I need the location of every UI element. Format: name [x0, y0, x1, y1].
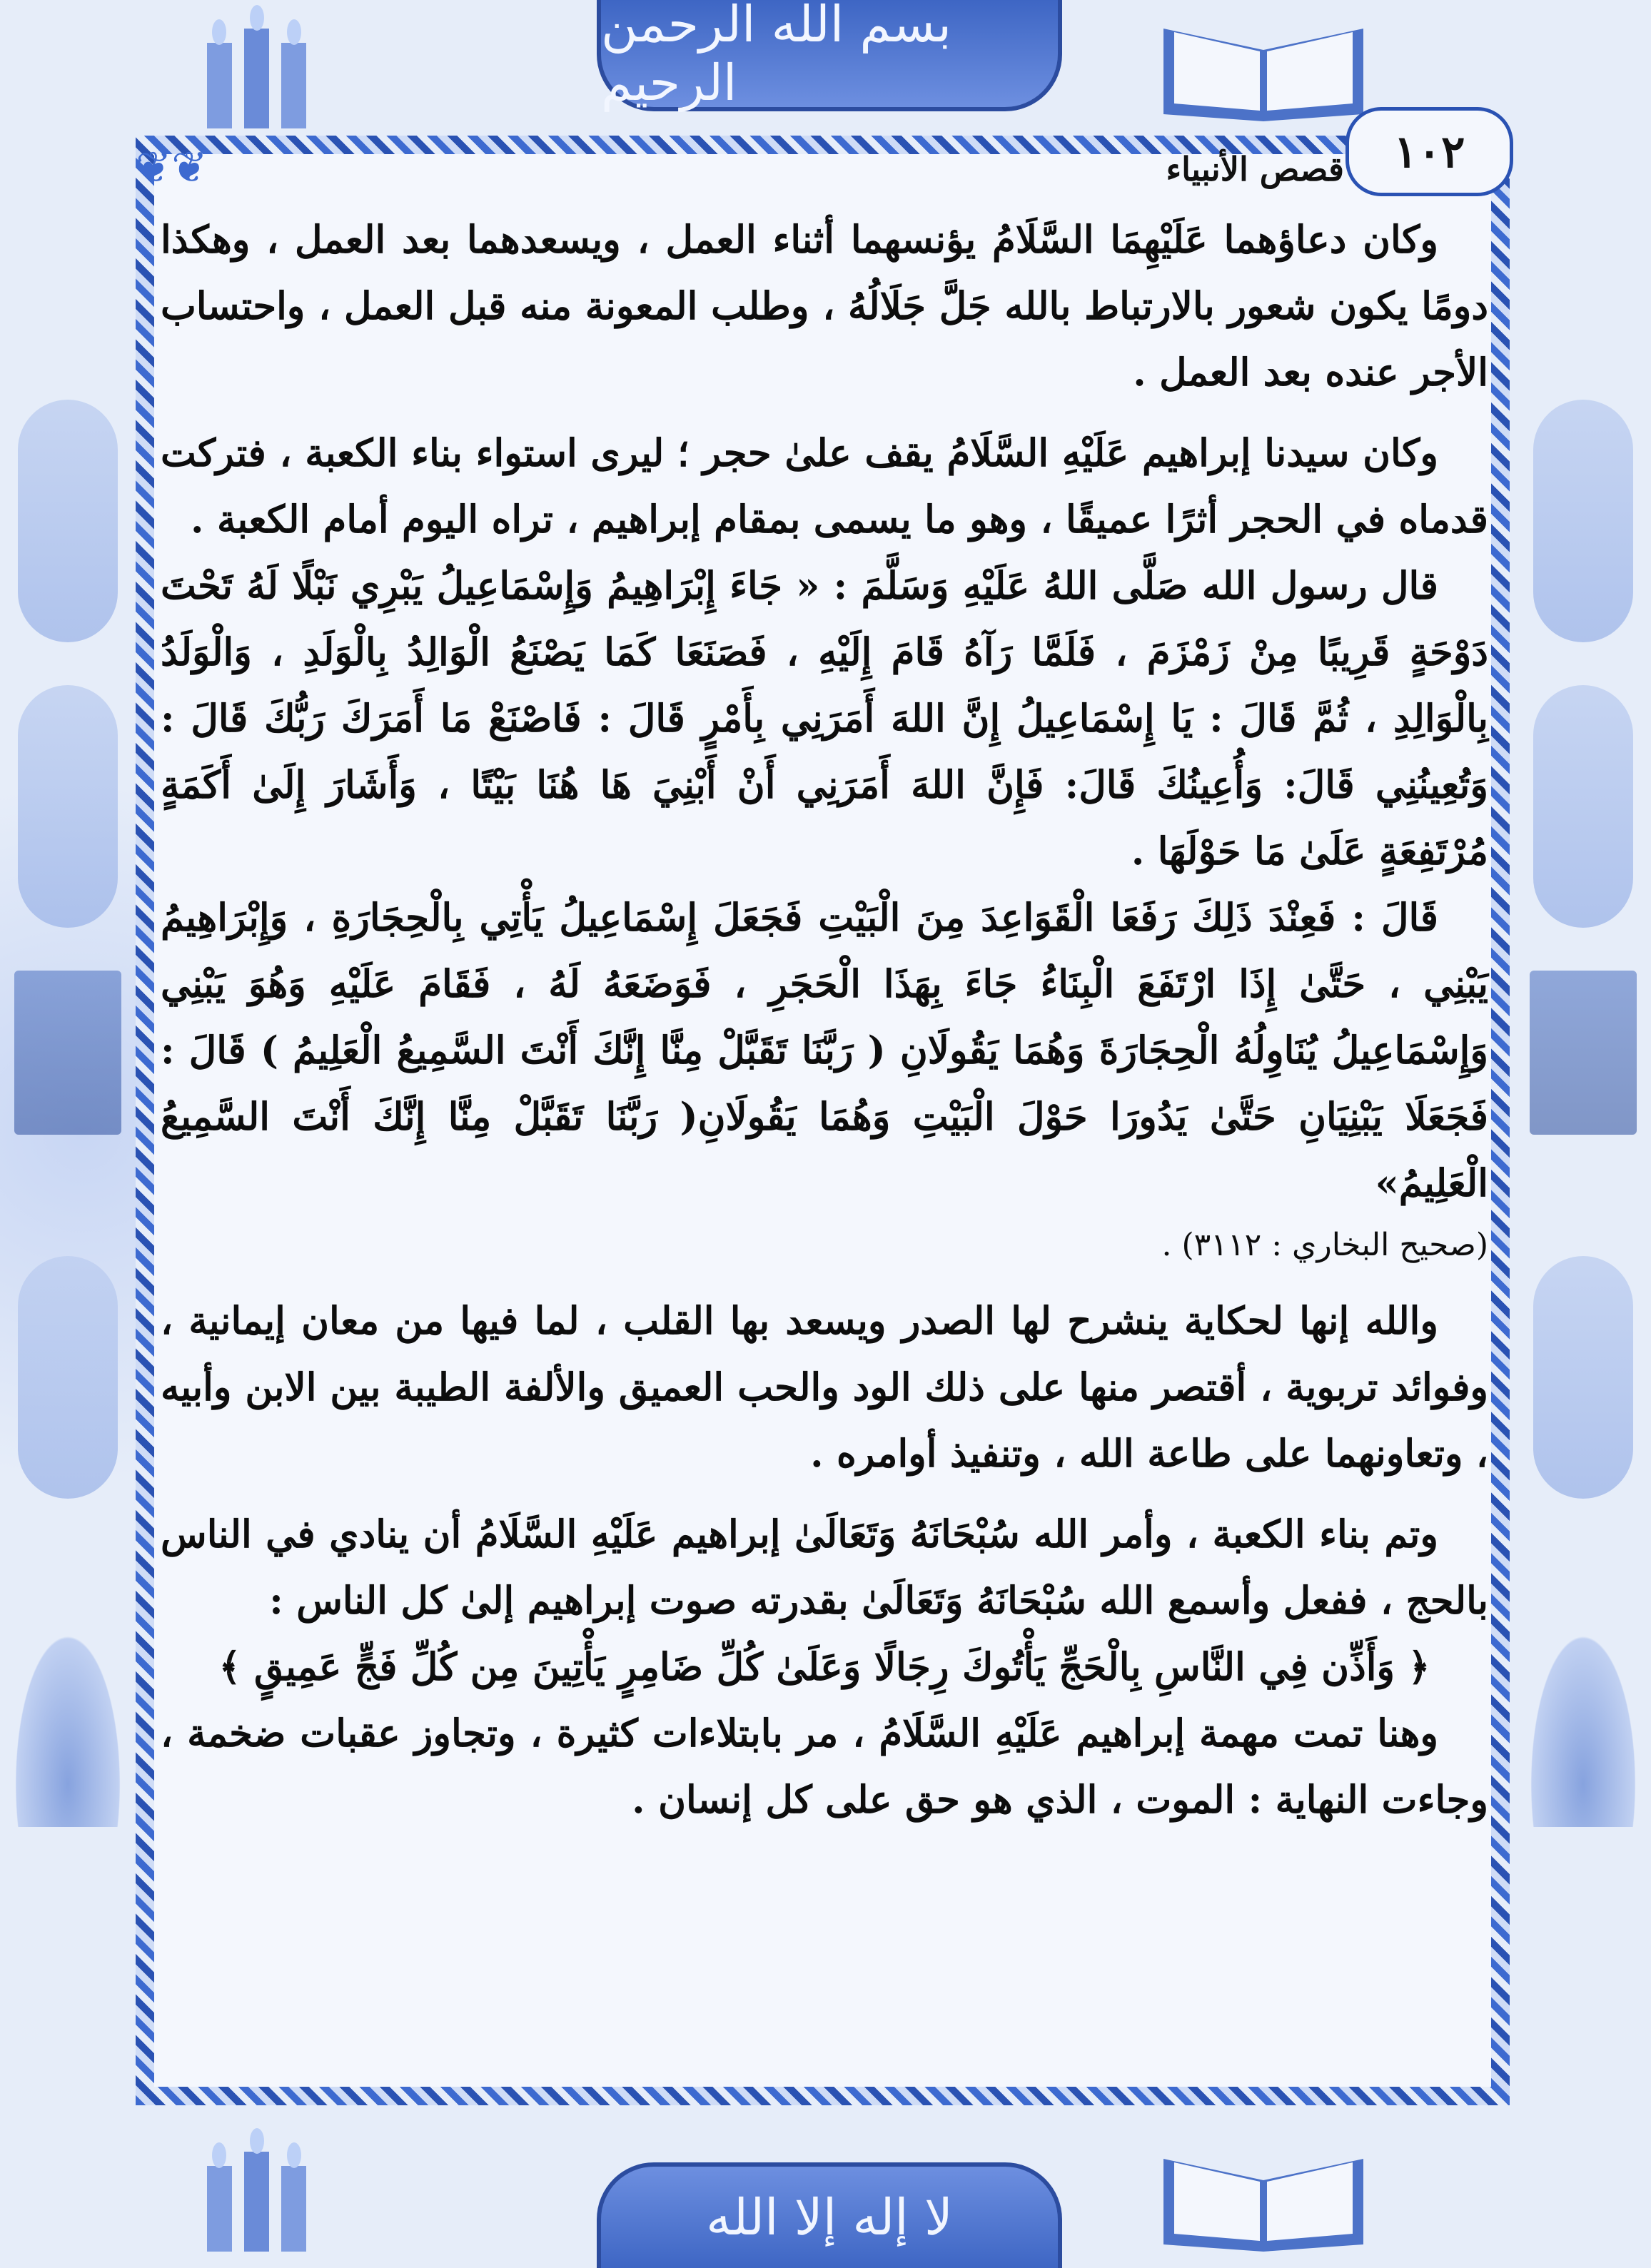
top-calligraphy-banner [597, 0, 1062, 111]
paragraph: وكان سيدنا إبراهيم عَلَيْهِ السَّلَامُ يقف علىٰ حجر ؛ ليرى استواء بناء الكعبة ، فتركت قدماه في الحجر أثرًا عميقًا ، وهو ما يسمى بمقام إبراهيم ، تراه اليوم أمام الكعبة . [161, 431, 1488, 542]
candles-icon [186, 2123, 328, 2259]
kaaba-icon [1530, 971, 1637, 1135]
calligraphy-medallion-icon [18, 1256, 118, 1499]
corner-ornament-icon: ❦❦ [136, 143, 208, 193]
hadith-paragraph: قال رسول الله صَلَّى اللهُ عَلَيْهِ وَسَلَّمَ : « جَاءَ إِبْرَاهِيمُ وَإِسْمَاعِيلُ يَبْرِي نَبْلًا لَهُ تَحْتَ دَوْحَةٍ قَرِيبًا مِنْ زَمْزَمَ ، فَلَمَّا رَآهُ قَامَ إِلَيْهِ ، فَصَنَعَا كَمَا يَصْنَعُ الْوَالِدُ بِالْوَلَدِ ، وَالْوَلَدُ بِالْوَالِدِ ، ثُمَّ قَالَ : يَا إِسْمَاعِيلُ إِنَّ اللهَ أَمَرَنِي بِأَمْرٍ قَالَ : فَاصْنَعْ مَا أَمَرَكَ رَبُّكَ قَالَ : وَتُعِينُنِي قَالَ: وَأُعِينُكَ قَالَ: فَإِنَّ اللهَ أَمَرَنِي أَنْ أَبْنِيَ هَا هُنَا بَيْتًا ، وَأَشَارَ إِلَىٰ أَكَمَةٍ مُرْتَفِعَةٍ عَلَىٰ مَا حَوْلَهَا . [161, 564, 1488, 874]
hadith-paragraph: قَالَ : فَعِنْدَ ذَلِكَ رَفَعَا الْقَوَاعِدَ مِنَ الْبَيْتِ فَجَعَلَ إِسْمَاعِيلُ يَأْتِي بِالْحِجَارَةِ ، وَإِبْرَاهِيمُ يَبْنِي ، حَتَّىٰ إِذَا ارْتَفَعَ الْبِنَاءُ جَاءَ بِهَذَا الْحَجَرِ ، فَوَضَعَهُ لَهُ ، فَقَامَ عَلَيْهِ وَهُوَ يَبْنِي وَإِسْمَاعِيلُ يُنَاوِلُهُ الْحِجَارَةَ وَهُمَا يَقُولَانِ ( رَبَّنَا تَقَبَّلْ مِنَّا إِنَّكَ أَنْتَ السَّمِيعُ الْعَلِيمُ ) قَالَ : فَجَعَلَا يَبْنِيَانِ حَتَّىٰ يَدُورَا حَوْلَ الْبَيْتِ وَهُمَا يَقُولَانِ( رَبَّنَا تَقَبَّلْ مِنَّا إِنَّكَ أَنْتَ السَّمِيعُ الْعَلِيمُ» [161, 896, 1488, 1205]
open-book-icon [1156, 0, 1370, 121]
kaaba-icon [14, 971, 121, 1135]
body-text [161, 207, 1488, 1833]
mosque-dome-icon [7, 1613, 128, 1827]
paragraph: وتم بناء الكعبة ، وأمر الله سُبْحَانَهُ وَتَعَالَىٰ إبراهيم عَلَيْهِ السَّلَامُ أن ينادي في الناس بالحج ، ففعل وأسمع الله سُبْحَانَهُ وَتَعَالَىٰ بقدرته صوت إبراهيم إلىٰ كل الناس : [161, 1512, 1488, 1623]
calligraphy-medallion-icon [18, 685, 118, 928]
calligraphy-medallion-icon [1533, 1256, 1633, 1499]
left-decoration [7, 186, 128, 2112]
running-head: قصص الأنبياء [1166, 150, 1344, 188]
right-decoration [1523, 186, 1644, 2112]
bottom-calligraphy-banner [597, 2162, 1062, 2268]
open-book-icon [1156, 2130, 1370, 2252]
paragraph: والله إنها لحكاية ينشرح لها الصدر ويسعد بها القلب ، لما فيها من معان إيمانية ، وفوائد تربوية ، أقتصر منها على ذلك الود والحب العميق والألفة الطيبة بين الابن وأبيه ، وتعاونهما على طاعة الله ، وتنفيذ أوامره . [161, 1299, 1488, 1476]
shahada-calligraphy: لا إله إلا الله [706, 2188, 953, 2247]
candles-icon [186, 0, 328, 136]
calligraphy-medallion-icon [1533, 685, 1633, 928]
calligraphy-medallion-icon [1533, 400, 1633, 642]
calligraphy-medallion-icon [18, 400, 118, 642]
mosque-dome-icon [1523, 1613, 1644, 1827]
basmala-calligraphy: بسم الله الرحمن الرحيم [601, 0, 951, 112]
page-number: ١٠٢ [1345, 107, 1513, 196]
paragraph: وهنا تمت مهمة إبراهيم عَلَيْهِ السَّلَامُ ، مر بابتلاءات كثيرة ، وتجاوز عقبات ضخمة ، وجاءت النهاية : الموت ، الذي هو حق على كل إنسان . [161, 1711, 1488, 1822]
paragraph: وكان دعاؤهما عَلَيْهِمَا السَّلَامُ يؤنسهما أثناء العمل ، ويسعدهما بعد العمل ، وهكذا دومًا يكون شعور بالارتباط بالله جَلَّ جَلَالُهُ ، وطلب المعونة منه قبل العمل ، واحتساب الأجر عنده بعد العمل . [161, 218, 1488, 395]
quran-verse: ﴿ وَأَذِّن فِي النَّاسِ بِالْحَجِّ يَأْتُوكَ رِجَالًا وَعَلَىٰ كُلِّ ضَامِرٍ يَأْتِينَ مِن كُلِّ فَجٍّ عَمِيقٍ ﴾ [218, 1645, 1430, 1689]
hadith-reference: (صحيح البخاري : ٣١١٢) . [1161, 1227, 1488, 1263]
